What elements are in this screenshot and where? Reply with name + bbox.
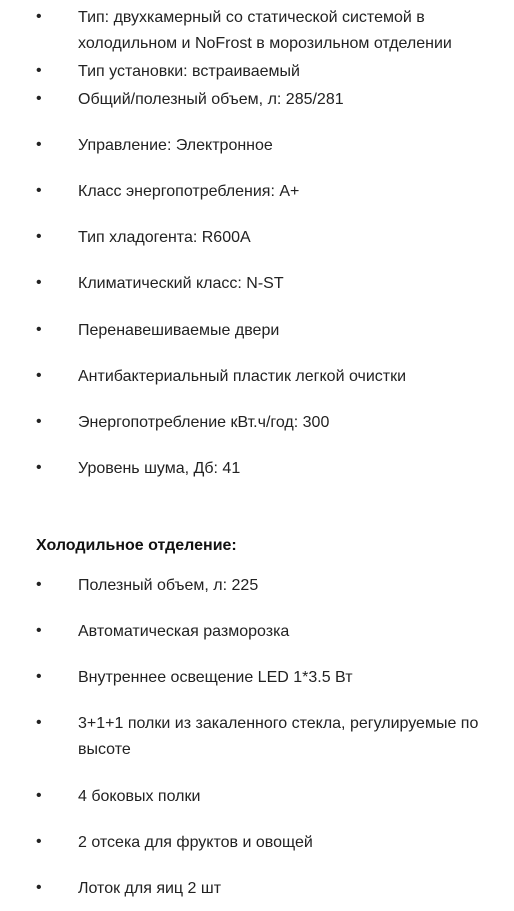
list-item-text: Полезный объем, л: 225 bbox=[78, 577, 259, 594]
bullet-icon: • bbox=[36, 136, 42, 153]
bullet-icon: • bbox=[36, 182, 42, 199]
list-item-text: Тип хладогента: R600A bbox=[78, 229, 251, 246]
list-item-text: 2 отсека для фруктов и овощей bbox=[78, 834, 313, 851]
bullet-icon: • bbox=[36, 833, 42, 850]
list-item-text: Внутреннее освещение LED 1*3.5 Вт bbox=[78, 669, 353, 686]
bullet-icon: • bbox=[36, 274, 42, 291]
bullet-icon: • bbox=[36, 622, 42, 639]
list-item-text: Лоток для яиц 2 шт bbox=[78, 880, 222, 897]
list-item-text: Тип установки: встраиваемый bbox=[78, 63, 300, 80]
bullet-icon: • bbox=[36, 576, 42, 593]
bullet-icon: • bbox=[36, 228, 42, 245]
list-item-text: Энергопотребление кВт.ч/год: 300 bbox=[78, 414, 330, 431]
list-item-text: 3+1+1 полки из закаленного стекла, регулируемые по высоте bbox=[78, 715, 479, 758]
list-item-text: Уровень шума, Дб: 41 bbox=[78, 460, 241, 477]
list-item-text: Управление: Электронное bbox=[78, 137, 273, 154]
bullet-icon: • bbox=[36, 459, 42, 476]
section-heading: Холодильное отделение: bbox=[36, 537, 237, 554]
bullet-icon: • bbox=[36, 668, 42, 685]
list-item-text: 4 боковых полки bbox=[78, 788, 201, 805]
list-item-text: Общий/полезный объем, л: 285/281 bbox=[78, 91, 344, 108]
bullet-icon: • bbox=[36, 413, 42, 430]
list-item-text: Тип: двухкамерный со статической системой в холодильном и NoFrost в морозильном отделении bbox=[78, 9, 452, 52]
bullet-icon: • bbox=[36, 367, 42, 384]
bullet-icon: • bbox=[36, 714, 42, 731]
bullet-icon: • bbox=[36, 62, 42, 79]
list-item-text: Класс энергопотребления: A+ bbox=[78, 183, 300, 200]
bullet-icon: • bbox=[36, 787, 42, 804]
bullet-icon: • bbox=[36, 879, 42, 896]
list-item-text: Автоматическая разморозка bbox=[78, 623, 290, 640]
list-item-text: Перенавешиваемые двери bbox=[78, 322, 280, 339]
bullet-icon: • bbox=[36, 8, 42, 25]
list-item-text: Климатический класс: N-ST bbox=[78, 275, 284, 292]
bullet-icon: • bbox=[36, 90, 42, 107]
bullet-icon: • bbox=[36, 321, 42, 338]
list-item-text: Антибактериальный пластик легкой очистки bbox=[78, 368, 407, 385]
